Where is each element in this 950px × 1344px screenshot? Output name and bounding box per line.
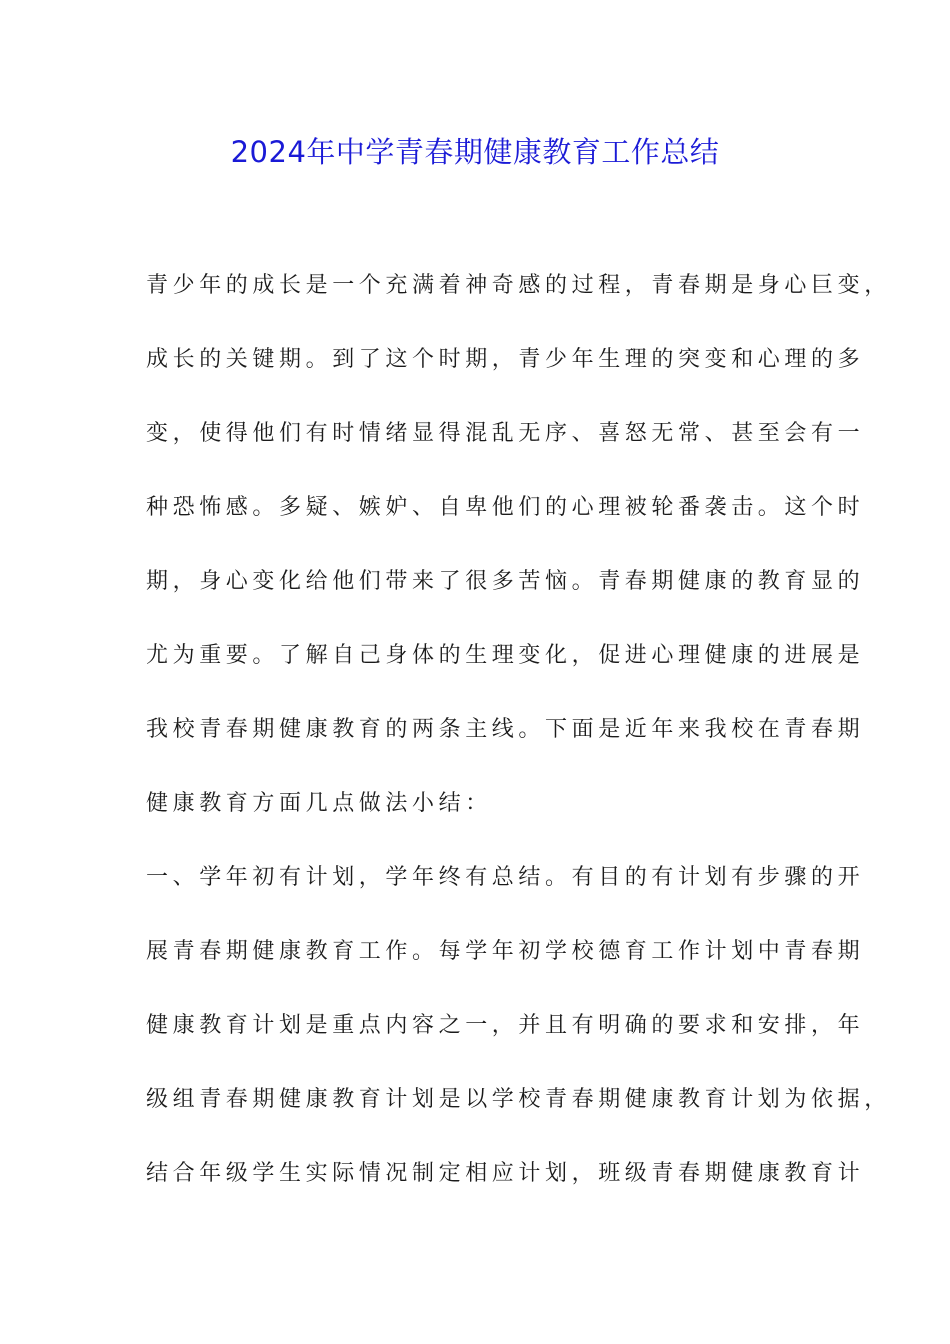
body-line-4: 种恐怖感。多疑、嫉妒、自卑他们的心理被轮番袭击。这个时	[146, 495, 865, 520]
body-line-7: 我校青春期健康教育的两条主线。下面是近年来我校在青春期	[146, 717, 865, 742]
body-line-1: 青少年的成长是一个充满着神奇感的过程，青春期是身心巨变，	[146, 273, 891, 298]
document-body	[146, 262, 891, 1224]
body-line-5: 期，身心变化给他们带来了很多苦恼。青春期健康的教育显的	[146, 569, 865, 594]
body-line-3: 变，使得他们有时情绪显得混乱无序、喜怒无常、甚至会有一	[146, 421, 865, 446]
body-line-10: 展青春期健康教育工作。每学年初学校德育工作计划中青春期	[146, 939, 865, 964]
body-line-12: 级组青春期健康教育计划是以学校青春期健康教育计划为依据，	[146, 1087, 891, 1112]
body-line-13: 结合年级学生实际情况制定相应计划，班级青春期健康教育计	[146, 1161, 865, 1186]
body-line-6: 尤为重要。了解自己身体的生理变化，促进心理健康的进展是	[146, 643, 865, 668]
body-line-11: 健康教育计划是重点内容之一，并且有明确的要求和安排，年	[146, 1013, 865, 1038]
body-line-8: 健康教育方面几点做法小结：	[146, 791, 492, 816]
body-line-9: 一、学年初有计划，学年终有总结。有目的有计划有步骤的开	[146, 865, 865, 890]
document-title: 2024年中学青春期健康教育工作总结	[230, 135, 720, 169]
body-line-2: 成长的关键期。到了这个时期，青少年生理的突变和心理的多	[146, 347, 865, 372]
